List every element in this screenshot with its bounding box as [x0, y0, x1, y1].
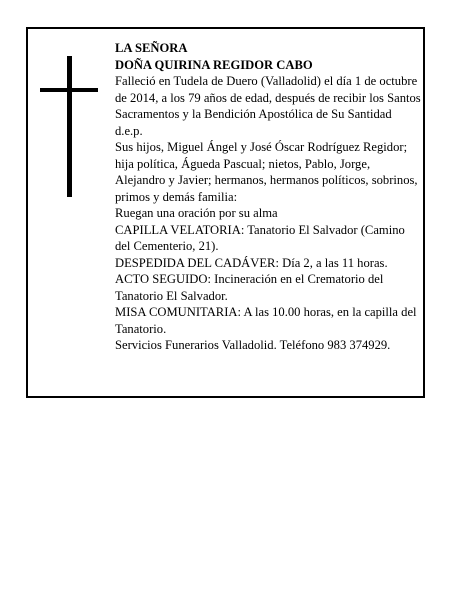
obituary-notice [26, 27, 425, 398]
death-notice: Falleció en Tudela de Duero (Valladolid) el día 1 de octubre de 2014, a los 79 años de edad, después de recibir los Santos Sacramentos y la Bendición Apostólica de Su Santidad [115, 74, 421, 121]
notice-text [115, 40, 421, 354]
funeral-services-info: Servicios Funerarios Valladolid. Teléfono 983 374929. [115, 338, 391, 352]
chapel-info: CAPILLA VELATORIA: Tanatorio El Salvador (Camino del Cementerio, 21). [115, 222, 405, 253]
family-list: Sus hijos, Miguel Ángel y José Óscar Rodríguez Regidor; hija política, Águeda Pascual; nietos, Pablo, Jorge, Alejandro y Javier; hermanos, hermanos políticos, sobrinos, primos y demás familia: [115, 140, 418, 204]
prayer-request: Ruegan una oración por su alma [115, 206, 278, 220]
cross-horizontal-bar [40, 88, 98, 92]
deceased-name: DOÑA QUIRINA REGIDOR CABO [115, 57, 313, 72]
cremation-info: ACTO SEGUIDO: Incineración en el Crematorio del Tanatorio El Salvador. [115, 272, 384, 303]
farewell-info: DESPEDIDA DEL CADÁVER: Día 2, a las 11 horas. [115, 255, 388, 270]
cross-vertical-bar [67, 56, 72, 197]
notice-heading: LA SEÑORA [115, 41, 188, 55]
dep-text: d.e.p. [115, 123, 143, 138]
cross-icon [40, 56, 98, 197]
mass-info: MISA COMUNITARIA: A las 10.00 horas, en la capilla del Tanatorio. [115, 305, 417, 336]
